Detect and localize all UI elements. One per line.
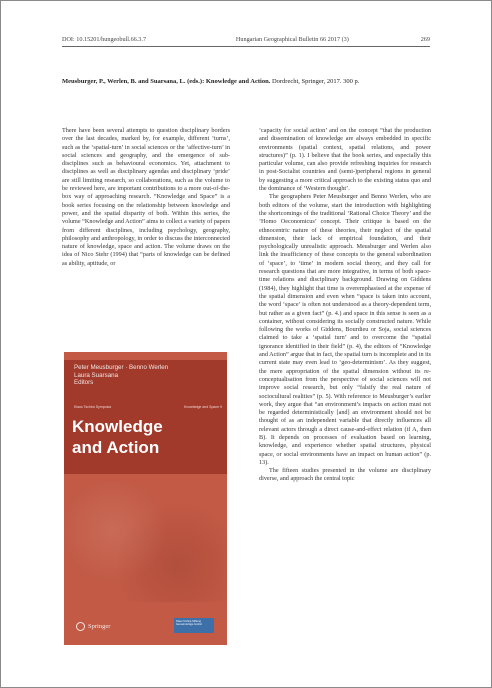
cover-author-line: Peter Meusburger · Benno Werlen [74,364,169,371]
foundation-badge-text: Klaus Tschira Stiftung Gemeinnützige GmbH [176,620,202,627]
review-authors: Meusburger, P., Werlen, B. and Suarsana, L. (eds.): Knowledge and Action. [62,78,271,85]
left-column-text [62,127,230,268]
cover-texture [64,482,227,602]
review-citation [62,78,452,85]
doi-text: DOI: 10.15201/hungeobull.66.3.7 [62,36,147,43]
cover-series-left: Klaus Tschira Symposia [74,405,112,409]
right-paragraph: The geographers Peter Meusburger and Benno Werlen, who are both editors of the volume, start the introduction with highlighting the shortcomings of the traditional ‘Rational Choice Theory’ and the ‘Homo Oeconomicus’ concept. Their critique is based on the ethnocentric nature of these theories, their neglect of the spatial dimension, their lack of empirical foundation, and their psychologically unrealistic approach. Meusburger and Werlen also link the insufficiency of these concepts to the general subordination of ‘space’, to ‘time’ in modern social theory, and they call for research questions that are more integrative, in terms of both space-time relations and disciplinary background. Drawing on Giddens (1984), they highlight that time is overemphasised at the expense of the spatial dimension and even when “space is taken into account, the word ‘space’ is often not understood as a theory-dependent term, but rather as a given fact” (p. 4.) and space in this sense is seen as a container, without considering its socially constructed nature. While following the works of Giddens, Bourdieu or Soja, social sciences claimed to take a ‘spatial turn’ and to overcome the “spatial ignorance identified in their field” (p. 4), the editors of “Knowledge and Action” argue that in fact, the spatial turn is incomplete and in its current state may even lead to ‘geo-determinism’. As they suggest, the mere appropriation of the spatial dimension without its re-conceptualisation from the perspective of social sciences will not improve social research, but only “falsify the real nature of sociocultural realities” (p. 5). With reference to Meusburger’s earlier work, they argue that “an environment’s impacts on action must not be regarded deterministically [and] an environment should not be thought of as an independent variable that directly influences all relevant actors through a direct cause-and-effect relation (if A, then B). It depends on processes of evaluation based on learning, knowledge, and experience whether spatial structures, physical space, or social environments have an impact on human action” (p. 13). [259,193,431,466]
springer-logo [76,622,110,631]
cover-title-line: Knowledge [72,417,163,436]
cover-series [74,405,222,409]
journal-title: Hungarian Geographical Bulletin 66 2017 (3) [235,36,349,43]
right-column-text [259,127,431,484]
right-paragraph: ‘capacity for social action’ and on the concept “that the production and dissemination of knowledge are always embedded in specific environments (spatial context, spatial relations, and power structures)” (p. 1). I believe that the book series, and especially this particular volume, can also provide refreshing inquiries for research in post-Socialist countries and (semi-)peripheral regions in general by suggesting a more critical approach to the existing status quo and the dominance of ‘Western thought’. [259,127,431,193]
springer-horse-icon [76,622,85,631]
header-rule [62,46,430,47]
foundation-badge [174,618,214,633]
cover-editors-label: Editors [74,379,94,387]
running-header [62,36,430,43]
cover-title-line: and Action [72,438,160,457]
springer-text: Springer [88,623,111,630]
cover-author-line: Laura Suarsana [74,371,119,379]
left-paragraph: There have been several attempts to question disciplinary borders over the last decades, marked by, for example, different ‘turns’, such as the ‘spatial-turn’ in social sciences or the ‘affective-turn’ in social sciences and geography, and the emergence of sub-disciplines such as behavioural economics. Yet, attachment to disciplines as well as disciplinary agendas and disciplinary ‘pride’ are still limiting research, so collaborations, such as the volume to be reviewed here, are important contributions to a more out-of-the-box way of approaching research. “Knowledge and Space” is a book series focusing on the relationship between knowledge and power, and the spatial disparity of both. Within this series, the volume “Knowledge and Action” aims to collect a variety of papers from different disciplines, including psychology, geography, philosophy and anthropology, in order to discuss the interconnected nature of knowledge, space and action. The volume draws on the idea of Nico Stehr (1994) that “parts of knowledge can be defined as ability, aptitude, or [62,127,230,267]
cover-authors [74,364,224,387]
book-cover-image [64,352,227,645]
cover-series-right: Knowledge and Space 9 [184,405,222,409]
cover-title [72,416,227,458]
page-number: 269 [420,36,430,43]
review-publisher: Dordrecht, Springer, 2017. 300 p. [270,78,360,85]
right-paragraph: The fifteen studies presented in the volume are disciplinary diverse, and approach the central topic [259,467,431,483]
